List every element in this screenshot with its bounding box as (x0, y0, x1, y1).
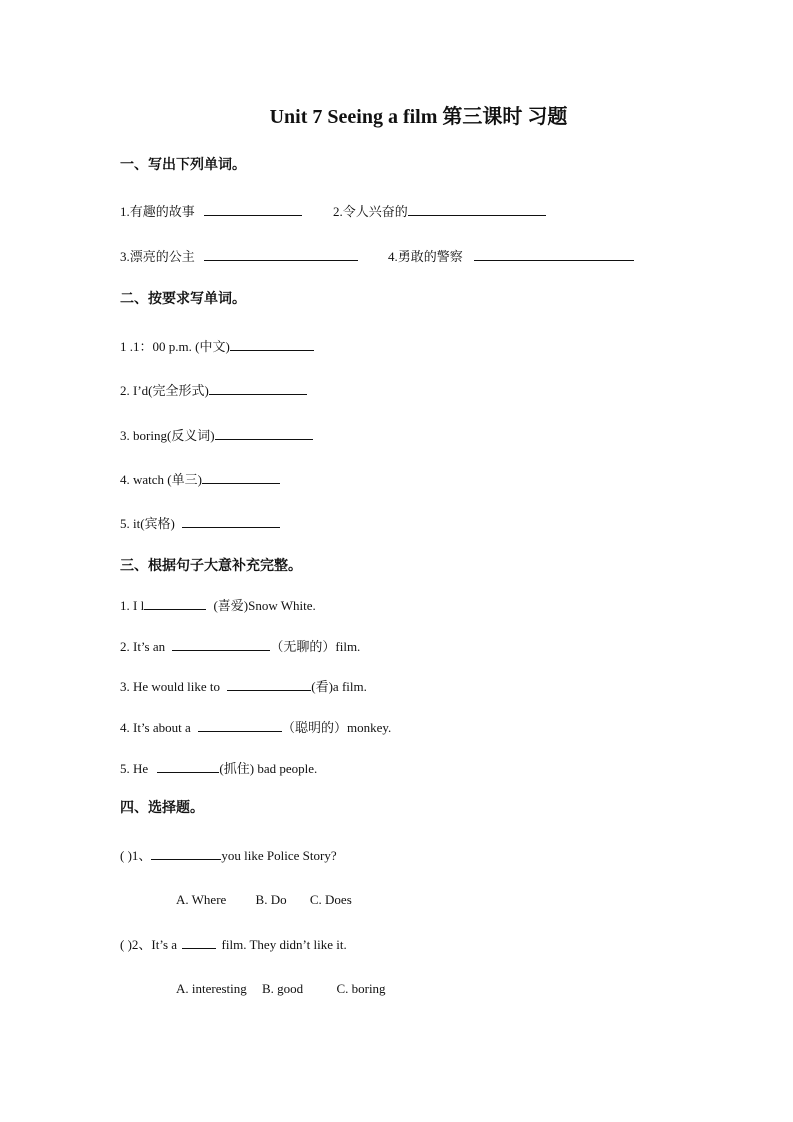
s3-q1-blank[interactable] (144, 597, 206, 610)
s2-q2-label: 2. I’d(完全形式) (120, 383, 209, 398)
s3-q2-post: （无聊的）film. (270, 639, 361, 654)
s4-q2 (120, 936, 347, 953)
s1-q2 (333, 203, 546, 220)
s4-q1-option-a[interactable]: A. Where (176, 892, 227, 907)
s4-q2-options (176, 981, 386, 997)
s2-q5-blank[interactable] (182, 515, 280, 528)
s4-q1-option-c[interactable]: C. Does (309, 892, 352, 907)
s2-q1-blank[interactable] (230, 338, 314, 351)
s2-q2-blank[interactable] (209, 382, 307, 395)
s2-q3-blank[interactable] (215, 427, 313, 440)
s4-q2-option-b[interactable]: B. good (262, 981, 304, 996)
s4-q2-blank[interactable] (182, 936, 216, 949)
s4-q1-bracket: ( )1、 (120, 848, 152, 863)
s2-q3 (120, 427, 313, 444)
s2-q1-label: 1 .1：00 p.m. (中文) (120, 339, 230, 354)
s4-q1-options (176, 892, 352, 908)
s4-q1-option-b[interactable]: B. Do (255, 892, 287, 907)
s3-q1-pre: 1. I l (120, 598, 145, 613)
s3-q3 (120, 678, 367, 695)
section1-heading: 一、写出下列单词。 (120, 158, 246, 173)
s4-q1-text: you like Police Story? (221, 848, 337, 863)
s2-q2 (120, 382, 307, 399)
s1-q2-blank[interactable] (408, 203, 546, 216)
s2-q5 (120, 515, 280, 532)
s4-q2-bracket: ( )2、It’s a (120, 937, 178, 952)
s3-q5-blank[interactable] (157, 760, 219, 773)
section2-heading: 二、按要求写单词。 (120, 292, 246, 307)
s1-q3-label: 3.漂亮的公主 (120, 249, 195, 264)
s3-q3-pre: 3. He would like to (120, 679, 221, 694)
s2-q3-label: 3. boring(反义词) (120, 428, 215, 443)
s4-q2-option-a[interactable]: A. interesting (176, 981, 247, 996)
s1-q4-label: 4.勇敢的警察 (388, 249, 463, 264)
s1-q3-blank[interactable] (204, 248, 358, 261)
s3-q4-blank[interactable] (198, 719, 282, 732)
s3-q4-pre: 4. It’s about a (120, 720, 191, 735)
s1-q4 (388, 248, 634, 265)
s3-q5-post: (抓住) bad people. (219, 761, 318, 776)
s2-q1 (120, 338, 314, 355)
s3-q5 (120, 760, 317, 777)
s3-q4-post: （聪明的）monkey. (282, 720, 392, 735)
s3-q1 (120, 597, 316, 614)
s2-q4-blank[interactable] (202, 471, 280, 484)
s3-q2-pre: 2. It’s an (120, 639, 166, 654)
s1-q1-label: 1.有趣的故事 (120, 204, 195, 219)
section4-heading: 四、选择题。 (120, 801, 204, 816)
s1-q4-blank[interactable] (474, 248, 634, 261)
s1-q1 (120, 203, 302, 220)
page-title: Unit 7 Seeing a film 第三课时 习题 (269, 106, 568, 128)
s4-q2-text: film. They didn’t like it. (221, 937, 347, 952)
s3-q1-post: (喜爱)Snow White. (213, 598, 316, 613)
section3-heading: 三、根据句子大意补充完整。 (120, 559, 302, 574)
s2-q4-label: 4. watch (单三) (120, 472, 202, 487)
s3-q3-post: (看)a film. (311, 679, 367, 694)
s1-q1-blank[interactable] (204, 203, 302, 216)
s3-q4 (120, 719, 391, 736)
s4-q1 (120, 847, 337, 864)
s1-q3 (120, 248, 358, 265)
s3-q3-blank[interactable] (227, 678, 311, 691)
s3-q2 (120, 638, 360, 655)
s4-q1-blank[interactable] (151, 847, 221, 860)
s2-q5-label: 5. it(宾格) (120, 516, 175, 531)
s3-q5-pre: 5. He (120, 761, 149, 776)
s3-q2-blank[interactable] (172, 638, 270, 651)
s1-q2-label: 2.令人兴奋的 (333, 204, 408, 219)
s4-q2-option-c[interactable]: C. boring (336, 981, 386, 996)
s2-q4 (120, 471, 280, 488)
